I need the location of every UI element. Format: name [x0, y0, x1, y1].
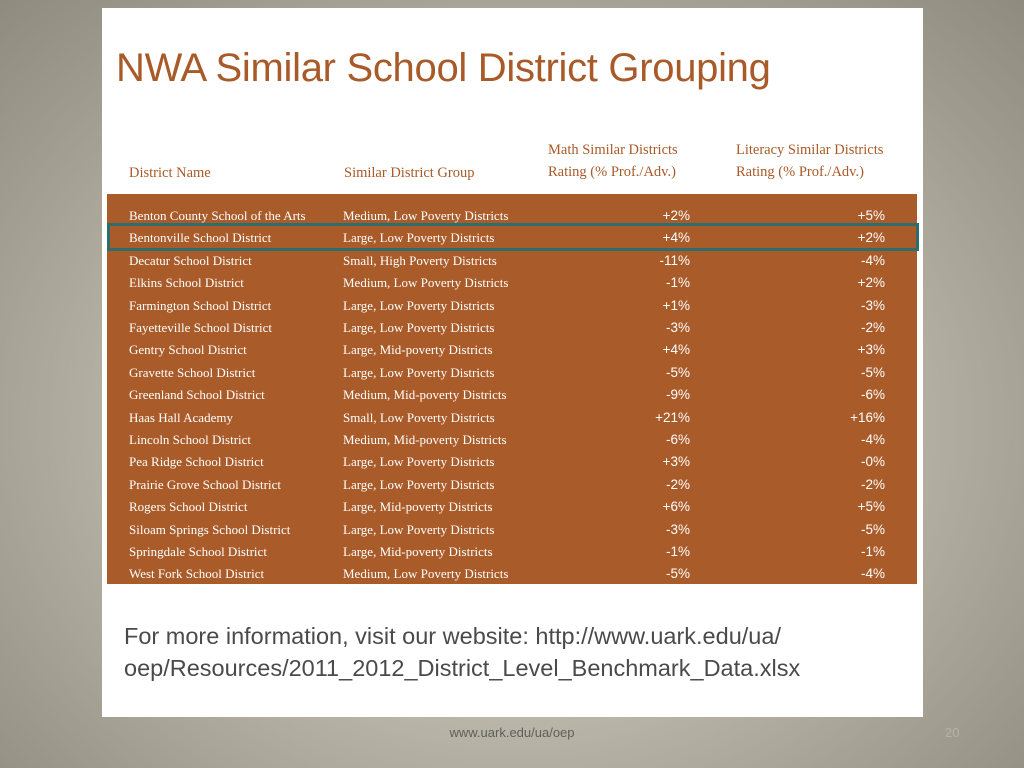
cell-similar-group: Small, Low Poverty Districts	[343, 409, 495, 425]
cell-similar-group: Medium, Low Poverty Districts	[343, 566, 509, 582]
table-row	[107, 295, 917, 317]
cell-literacy-rating: -5%	[860, 521, 885, 537]
cell-literacy-rating: -4%	[860, 566, 885, 582]
cell-district-name: West Fork School District	[129, 566, 265, 582]
header-literacy	[736, 139, 883, 183]
cell-district-name: Prairie Grove School District	[129, 476, 281, 492]
cell-district-name: Gravette School District	[129, 364, 256, 380]
cell-math-rating: -1%	[665, 544, 690, 559]
cell-district-name: Gentry School District	[129, 342, 247, 358]
cell-district-name: Greenland School District	[129, 387, 265, 403]
cell-math-rating: +21%	[655, 409, 690, 425]
cell-district-name: Springdale School District	[129, 544, 267, 559]
cell-literacy-rating: -1%	[860, 544, 885, 559]
cell-similar-group: Large, Low Poverty Districts	[343, 297, 495, 313]
cell-district-name: Fayetteville School District	[129, 320, 272, 335]
cell-math-rating: +1%	[662, 297, 690, 313]
cell-literacy-rating: +5%	[857, 208, 885, 223]
cell-similar-group: Large, Mid-poverty Districts	[343, 544, 493, 559]
cell-literacy-rating: -5%	[860, 364, 885, 380]
cell-similar-group: Large, Low Poverty Districts	[343, 320, 495, 335]
table-row	[107, 384, 917, 406]
table-row	[107, 429, 917, 451]
header-literacy-line2: Rating (% Prof./Adv.)	[736, 164, 864, 180]
cell-math-rating: -6%	[665, 432, 690, 447]
cell-similar-group: Medium, Mid-poverty Districts	[343, 387, 507, 403]
cell-similar-group: Large, Low Poverty Districts	[343, 521, 495, 537]
info-line-1: For more information, visit our website: http://www.uark.edu/ua/	[124, 623, 781, 649]
cell-district-name: Rogers School District	[129, 499, 248, 515]
cell-literacy-rating: +5%	[857, 499, 885, 515]
cell-math-rating: +3%	[662, 454, 690, 470]
table-row	[107, 407, 917, 429]
cell-district-name: Elkins School District	[129, 275, 244, 291]
table-row	[107, 519, 917, 541]
cell-similar-group: Large, Low Poverty Districts	[343, 230, 495, 246]
cell-similar-group: Small, High Poverty Districts	[343, 252, 497, 268]
cell-district-name: Farmington School District	[129, 297, 272, 313]
table-row	[107, 474, 917, 496]
table-row	[107, 541, 917, 563]
table-row	[107, 362, 917, 384]
table-row	[107, 272, 917, 294]
district-table	[107, 194, 917, 584]
cell-district-name: Decatur School District	[129, 252, 252, 268]
table-row	[107, 250, 917, 272]
cell-math-rating: +2%	[662, 208, 690, 223]
cell-similar-group: Medium, Low Poverty Districts	[343, 208, 509, 223]
footer-url: www.uark.edu/ua/oep	[449, 725, 575, 740]
info-text	[124, 620, 914, 684]
cell-similar-group: Medium, Mid-poverty Districts	[343, 432, 507, 447]
table-row	[107, 563, 917, 585]
table-row	[107, 496, 917, 518]
cell-math-rating: -9%	[665, 387, 690, 403]
slide-title: NWA Similar School District Grouping	[116, 46, 771, 90]
table-row	[107, 205, 917, 227]
header-district-name: District Name	[129, 165, 211, 181]
cell-math-rating: -5%	[665, 364, 690, 380]
cell-district-name: Lincoln School District	[129, 432, 252, 447]
header-similar-group: Similar District Group	[344, 165, 475, 181]
cell-literacy-rating: +2%	[857, 230, 885, 246]
cell-literacy-rating: +3%	[857, 342, 885, 358]
cell-literacy-rating: -4%	[860, 252, 885, 268]
cell-district-name: Bentonville School District	[129, 230, 272, 246]
cell-similar-group: Large, Mid-poverty Districts	[343, 342, 493, 358]
cell-math-rating: +4%	[662, 342, 690, 358]
table-row	[107, 317, 917, 339]
cell-similar-group: Large, Mid-poverty Districts	[343, 499, 493, 515]
cell-similar-group: Large, Low Poverty Districts	[343, 454, 495, 470]
cell-math-rating: +6%	[662, 499, 690, 515]
header-math-line1: Math Similar Districts	[548, 142, 678, 158]
cell-district-name: Pea Ridge School District	[129, 454, 264, 470]
table-row	[107, 227, 917, 249]
header-literacy-line1: Literacy Similar Districts	[736, 142, 884, 158]
cell-literacy-rating: -0%	[860, 454, 885, 470]
cell-literacy-rating: +2%	[857, 275, 885, 291]
cell-math-rating: -2%	[665, 476, 690, 492]
header-math-line2: Rating (% Prof./Adv.)	[548, 164, 676, 180]
info-line-2: oep/Resources/2011_2012_District_Level_Benchmark_Data.xlsx	[124, 655, 801, 681]
header-math	[548, 139, 678, 183]
cell-math-rating: -11%	[659, 252, 690, 268]
cell-math-rating: -3%	[665, 521, 690, 537]
cell-literacy-rating: -4%	[860, 432, 885, 447]
cell-math-rating: -5%	[665, 566, 690, 582]
cell-similar-group: Large, Low Poverty Districts	[343, 364, 495, 380]
slide	[102, 8, 923, 717]
cell-math-rating: -3%	[665, 320, 690, 335]
page-number: 20	[945, 725, 960, 740]
table-row	[107, 451, 917, 473]
cell-literacy-rating: +16%	[850, 409, 885, 425]
table-row	[107, 339, 917, 361]
cell-similar-group: Large, Low Poverty Districts	[343, 476, 495, 492]
cell-math-rating: -1%	[665, 275, 690, 291]
cell-district-name: Haas Hall Academy	[129, 409, 233, 425]
cell-literacy-rating: -6%	[860, 387, 885, 403]
cell-literacy-rating: -2%	[860, 320, 885, 335]
cell-math-rating: +4%	[662, 230, 690, 246]
cell-district-name: Siloam Springs School District	[129, 521, 291, 537]
cell-similar-group: Medium, Low Poverty Districts	[343, 275, 509, 291]
cell-literacy-rating: -3%	[860, 297, 885, 313]
cell-literacy-rating: -2%	[860, 476, 885, 492]
cell-district-name: Benton County School of the Arts	[129, 208, 306, 223]
